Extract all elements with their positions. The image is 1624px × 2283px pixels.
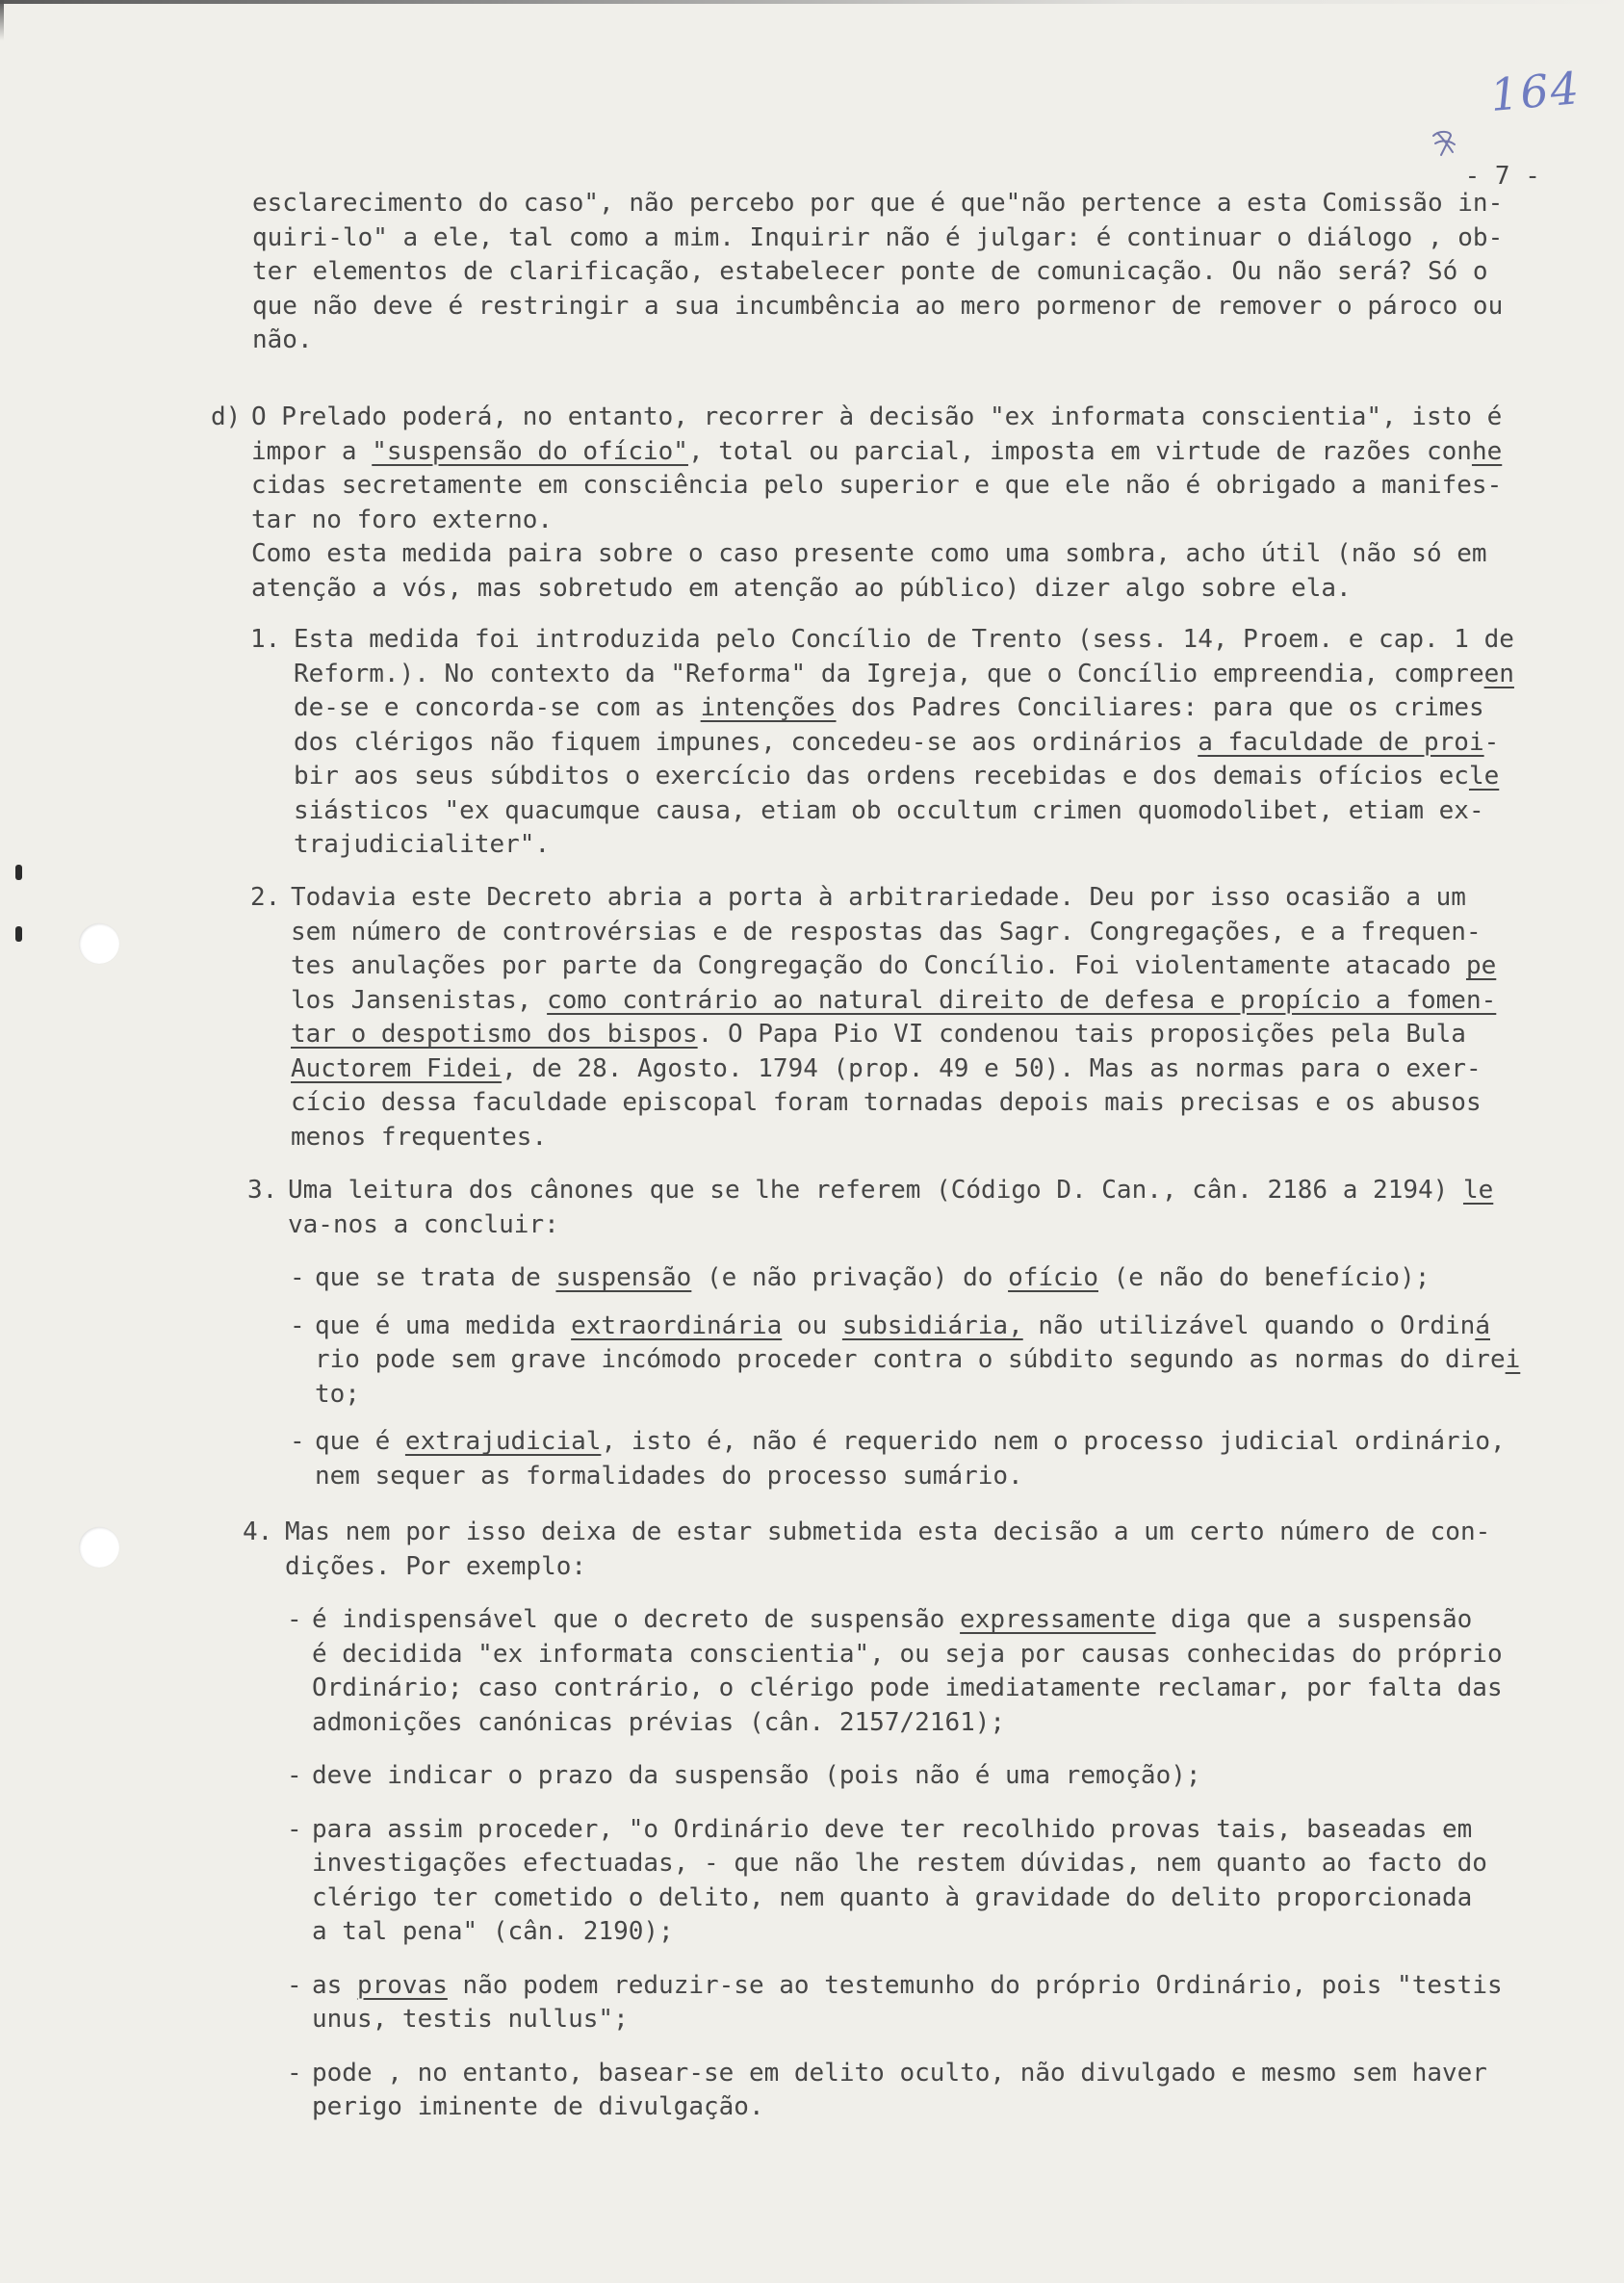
text-line xyxy=(312,1881,1503,1916)
text-line xyxy=(294,794,1514,829)
underlined-text: ofício xyxy=(1008,1263,1098,1292)
text-line xyxy=(291,984,1496,1019)
text-segment: , total ou parcial, imposta em virtude de razões con xyxy=(687,436,1472,466)
text-line xyxy=(294,726,1514,761)
underlined-text: le xyxy=(1468,762,1500,791)
text-line xyxy=(251,537,1502,572)
text-segment: as xyxy=(312,1970,357,2000)
text-segment: pode , no entanto, basear-se em delito oculto, não divulgado e mesmo sem haver xyxy=(312,2058,1487,2088)
text-line xyxy=(312,1672,1503,1706)
text-line xyxy=(291,916,1496,950)
text-line xyxy=(312,2090,1503,2125)
underlined-text: subsidiária, xyxy=(841,1310,1023,1340)
text-segment: para assim proceder, "o Ordinário deve ter recolhido provas tais, baseadas em xyxy=(312,1814,1473,1844)
text-segment: tar no foro externo. xyxy=(251,505,554,534)
text-segment: nem sequer as formalidades do processo sumário. xyxy=(315,1461,1023,1491)
paragraph-lines xyxy=(291,881,1496,1154)
text-line xyxy=(315,1310,1520,1344)
text-line xyxy=(312,1706,1503,1741)
text-segment: não utilizável quando o Ordin xyxy=(1022,1310,1476,1340)
underlined-text: le xyxy=(1462,1176,1494,1205)
text-line xyxy=(251,572,1502,607)
text-line xyxy=(252,255,1503,290)
text-line xyxy=(315,1378,1520,1413)
bullet-item xyxy=(285,1759,1503,1794)
text-segment: que é xyxy=(315,1427,405,1456)
text-segment: Reform.). No contexto da "Reforma" da Igreja, que o Concílio empreendia, compre xyxy=(294,659,1484,688)
text-segment: sem número de controvérsias e de respostas das Sagr. Congregações, e a frequen- xyxy=(291,917,1482,947)
text-segment: menos frequentes. xyxy=(291,1122,548,1152)
text-segment: dos Padres Conciliares: para que os crimes xyxy=(836,693,1484,722)
page-edge-shadow-left xyxy=(0,0,4,40)
text-line xyxy=(315,1261,1520,1296)
paragraph-lines xyxy=(288,1174,1520,1242)
page-edge-shadow xyxy=(0,0,1624,4)
text-segment: va-nos a concluir: xyxy=(288,1209,559,1239)
bullet-dash: - xyxy=(287,1761,302,1790)
text-line xyxy=(312,1638,1503,1673)
text-segment: to; xyxy=(315,1379,360,1409)
numbered-item-2 xyxy=(250,881,1497,1154)
text-segment: , isto é, não é requerido nem o processo judicial ordinário, xyxy=(601,1427,1506,1456)
bullet-lines xyxy=(312,2057,1503,2125)
text-line xyxy=(291,1121,1496,1155)
text-segment: investigações efectuadas, - que não lhe restem dúvidas, nem quanto ao facto do xyxy=(312,1849,1487,1878)
text-line xyxy=(315,1343,1520,1378)
underlined-text: Auctorem Fidei xyxy=(291,1053,503,1083)
text-segment: não podem reduzir-se ao testemunho do próprio Ordinário, pois "testis xyxy=(447,1970,1503,2000)
bullet-item xyxy=(285,1603,1503,1740)
text-segment: (e não privação) do xyxy=(691,1263,1009,1292)
text-line xyxy=(285,1516,1503,1550)
paragraph-lines xyxy=(252,187,1503,358)
text-segment: unus, testis nullus"; xyxy=(312,2005,629,2034)
text-line xyxy=(288,1208,1520,1243)
underlined-text: a faculdade de proi xyxy=(1198,727,1484,757)
underlined-text: pe xyxy=(1465,951,1497,980)
item-label: d) xyxy=(211,402,242,431)
bullet-lines xyxy=(312,1969,1503,2037)
text-segment: Ordinário; caso contrário, o clérigo pode imediatamente reclamar, por falta das xyxy=(312,1673,1503,1702)
text-segment: . O Papa Pio VI condenou tais proposições pela Bula xyxy=(697,1020,1466,1049)
underlined-text: extrajudicial xyxy=(404,1427,602,1456)
text-line xyxy=(294,760,1514,794)
bullet-lines xyxy=(315,1310,1520,1413)
bullet-dash: - xyxy=(287,1605,302,1634)
numbered-item-4 xyxy=(243,1516,1503,2125)
item-label: 3. xyxy=(247,1176,278,1205)
text-line xyxy=(291,1086,1496,1121)
text-line xyxy=(291,1052,1496,1087)
underlined-text: provas xyxy=(356,1970,448,2000)
bullet-item xyxy=(288,1425,1520,1493)
text-line xyxy=(251,504,1502,538)
text-segment: de-se e concorda-se com as xyxy=(294,693,701,722)
intro-paragraph xyxy=(252,187,1503,358)
bullet-list xyxy=(285,1603,1503,2125)
text-segment: não. xyxy=(252,325,313,354)
text-segment: ou xyxy=(782,1310,842,1340)
text-segment: esclarecimento do caso", não percebo por que é que"não pertence a esta Comissão in- xyxy=(252,189,1504,218)
underlined-text: extraordinária xyxy=(571,1310,783,1340)
text-segment: que não deve é restringir a sua incumbência ao mero pormenor de remover o pároco ou xyxy=(252,291,1504,321)
underlined-text: "suspensão do ofício" xyxy=(372,436,688,466)
text-line xyxy=(291,949,1496,984)
text-segment: trajudicialiter". xyxy=(294,830,551,859)
text-line xyxy=(312,2003,1503,2037)
text-line xyxy=(315,1460,1520,1494)
text-line xyxy=(252,221,1503,256)
text-segment: bir aos seus súbditos o exercício das ordens recebidas e dos demais ofícios ec xyxy=(294,762,1469,791)
bullet-lines xyxy=(312,1603,1503,1740)
bullet-lines xyxy=(312,1759,1503,1794)
text-segment: que se trata de xyxy=(315,1263,556,1292)
text-segment: atenção a vós, mas sobretudo em atenção ao público) dizer algo sobre ela. xyxy=(251,573,1352,603)
binder-hole xyxy=(79,1527,119,1568)
folio-number: 164 xyxy=(1487,62,1583,121)
text-line xyxy=(285,1550,1503,1585)
numbered-item-1 xyxy=(250,623,1514,863)
text-segment: perigo iminente de divulgação. xyxy=(312,2092,764,2121)
item-label: 1. xyxy=(250,625,281,654)
text-segment: (e não do benefício); xyxy=(1098,1263,1431,1292)
binder-hole xyxy=(79,923,119,964)
bullet-item xyxy=(288,1310,1520,1413)
underlined-text: i xyxy=(1505,1345,1521,1374)
scan-mark xyxy=(15,926,22,942)
text-segment: O Prelado poderá, no entanto, recorrer à decisão "ex informata conscientia", isto é xyxy=(251,402,1503,431)
underlined-text: intenções xyxy=(700,693,837,722)
bullet-item xyxy=(288,1261,1520,1296)
underlined-text: en xyxy=(1483,659,1514,688)
item-label: 4. xyxy=(243,1518,273,1546)
text-segment: - xyxy=(1483,727,1500,757)
text-segment: a tal pena" (cân. 2190); xyxy=(312,1917,674,1946)
paragraph-lines xyxy=(294,623,1514,863)
bullet-dash: - xyxy=(287,1970,302,2000)
text-segment: admonições canónicas prévias (cân. 2157/2161); xyxy=(312,1707,1006,1737)
text-segment: que é uma medida xyxy=(315,1310,572,1340)
item-d-paragraph xyxy=(211,401,1503,606)
text-segment: cidas secretamente em consciência pelo superior e que ele não é obrigado a manifes- xyxy=(251,471,1503,500)
bullet-lines xyxy=(315,1425,1520,1493)
bullet-item xyxy=(285,2057,1503,2125)
text-line xyxy=(294,623,1514,658)
underlined-text: suspensão xyxy=(555,1263,692,1292)
text-segment: dições. Por exemplo: xyxy=(285,1551,587,1581)
bullet-item xyxy=(285,1969,1503,2037)
text-line xyxy=(294,658,1514,692)
underlined-text: tar o despotismo dos bispos xyxy=(291,1020,698,1049)
text-segment: impor a xyxy=(251,436,373,466)
bullet-list xyxy=(288,1261,1520,1493)
text-line xyxy=(312,1603,1503,1638)
text-line xyxy=(251,401,1502,435)
text-segment: quiri-lo" a ele, tal como a mim. Inquirir não é julgar: é continuar o diálogo , ob- xyxy=(252,222,1504,252)
bullet-dash: - xyxy=(287,2058,302,2088)
text-line xyxy=(252,324,1503,358)
text-segment: diga que a suspensão xyxy=(1155,1605,1473,1634)
text-line xyxy=(251,469,1502,504)
text-line xyxy=(294,691,1514,726)
text-line xyxy=(312,1847,1503,1881)
text-segment: Esta medida foi introduzida pelo Concílio de Trento (sess. 14, Proem. e cap. 1 de xyxy=(294,625,1514,654)
paragraph-lines xyxy=(285,1516,1503,1584)
text-line xyxy=(294,828,1514,863)
text-line xyxy=(288,1174,1520,1208)
text-segment: cício dessa faculdade episcopal foram tornadas depois mais precisas e os abusos xyxy=(291,1088,1482,1117)
underlined-text: expressamente xyxy=(960,1605,1156,1634)
text-line xyxy=(312,1915,1503,1950)
text-line xyxy=(252,290,1503,324)
bullet-lines xyxy=(315,1261,1520,1296)
text-segment: Como esta medida paira sobre o caso presente como uma sombra, acho útil (não só em xyxy=(251,539,1487,568)
text-line xyxy=(312,1759,1503,1794)
underlined-text: como contrário ao natural direito de defesa e propício a fomen- xyxy=(547,985,1497,1015)
text-segment: tes anulações por parte da Congregação do Concílio. Foi violentamente atacado xyxy=(291,951,1466,980)
bullet-dash: - xyxy=(290,1427,305,1456)
text-segment: siásticos "ex quacumque causa, etiam ob occultum crimen quomodolibet, etiam ex- xyxy=(294,795,1484,825)
text-segment: é decidida "ex informata conscientia", ou seja por causas conhecidas do próprio xyxy=(312,1639,1503,1669)
text-line xyxy=(291,881,1496,916)
text-segment: Uma leitura dos cânones que se lhe referem (Código D. Can., cân. 2186 a 2194) xyxy=(288,1176,1463,1205)
text-segment: Todavia este Decreto abria a porta à arbitrariedade. Deu por isso ocasião a um xyxy=(291,883,1466,912)
text-line xyxy=(315,1425,1520,1460)
text-segment: ter elementos de clarificação, estabelecer ponte de comunicação. Ou não será? Só o xyxy=(252,257,1488,286)
text-line xyxy=(312,1813,1503,1848)
scribble-mark xyxy=(1430,127,1458,158)
bullet-item xyxy=(285,1813,1503,1950)
text-line xyxy=(312,2057,1503,2091)
bullet-dash: - xyxy=(290,1310,305,1340)
text-line xyxy=(251,435,1502,470)
text-segment: , de 28. Agosto. 1794 (prop. 49 e 50). Mas as normas para o exer- xyxy=(502,1053,1482,1083)
text-segment: rio pode sem grave incómodo proceder contra o súbdito segundo as normas do dire xyxy=(315,1345,1506,1374)
bullet-dash: - xyxy=(287,1814,302,1844)
text-segment: é indispensável que o decreto de suspensão xyxy=(312,1605,961,1634)
text-segment: deve indicar o prazo da suspensão (pois não é uma remoção); xyxy=(312,1761,1201,1790)
text-segment: los Jansenistas, xyxy=(291,985,548,1015)
paragraph-lines xyxy=(251,401,1502,606)
scan-mark xyxy=(15,865,22,880)
underlined-text: he xyxy=(1471,436,1503,466)
text-segment: clérigo ter cometido o delito, nem quanto à gravidade do delito proporcionada xyxy=(312,1882,1473,1912)
bullet-dash: - xyxy=(290,1263,305,1292)
bullet-lines xyxy=(312,1813,1503,1950)
text-line xyxy=(312,1969,1503,2004)
text-line xyxy=(252,187,1503,221)
text-segment: Mas nem por isso deixa de estar submetida esta decisão a um certo número de con- xyxy=(285,1518,1491,1546)
numbered-item-3 xyxy=(247,1174,1521,1493)
text-segment: dos clérigos não fiquem impunes, concedeu-se aos ordinários xyxy=(294,727,1199,757)
item-label: 2. xyxy=(250,883,281,912)
underlined-text: á xyxy=(1475,1310,1490,1340)
text-line xyxy=(291,1018,1496,1052)
page-number-text: - 7 - xyxy=(1464,161,1540,191)
